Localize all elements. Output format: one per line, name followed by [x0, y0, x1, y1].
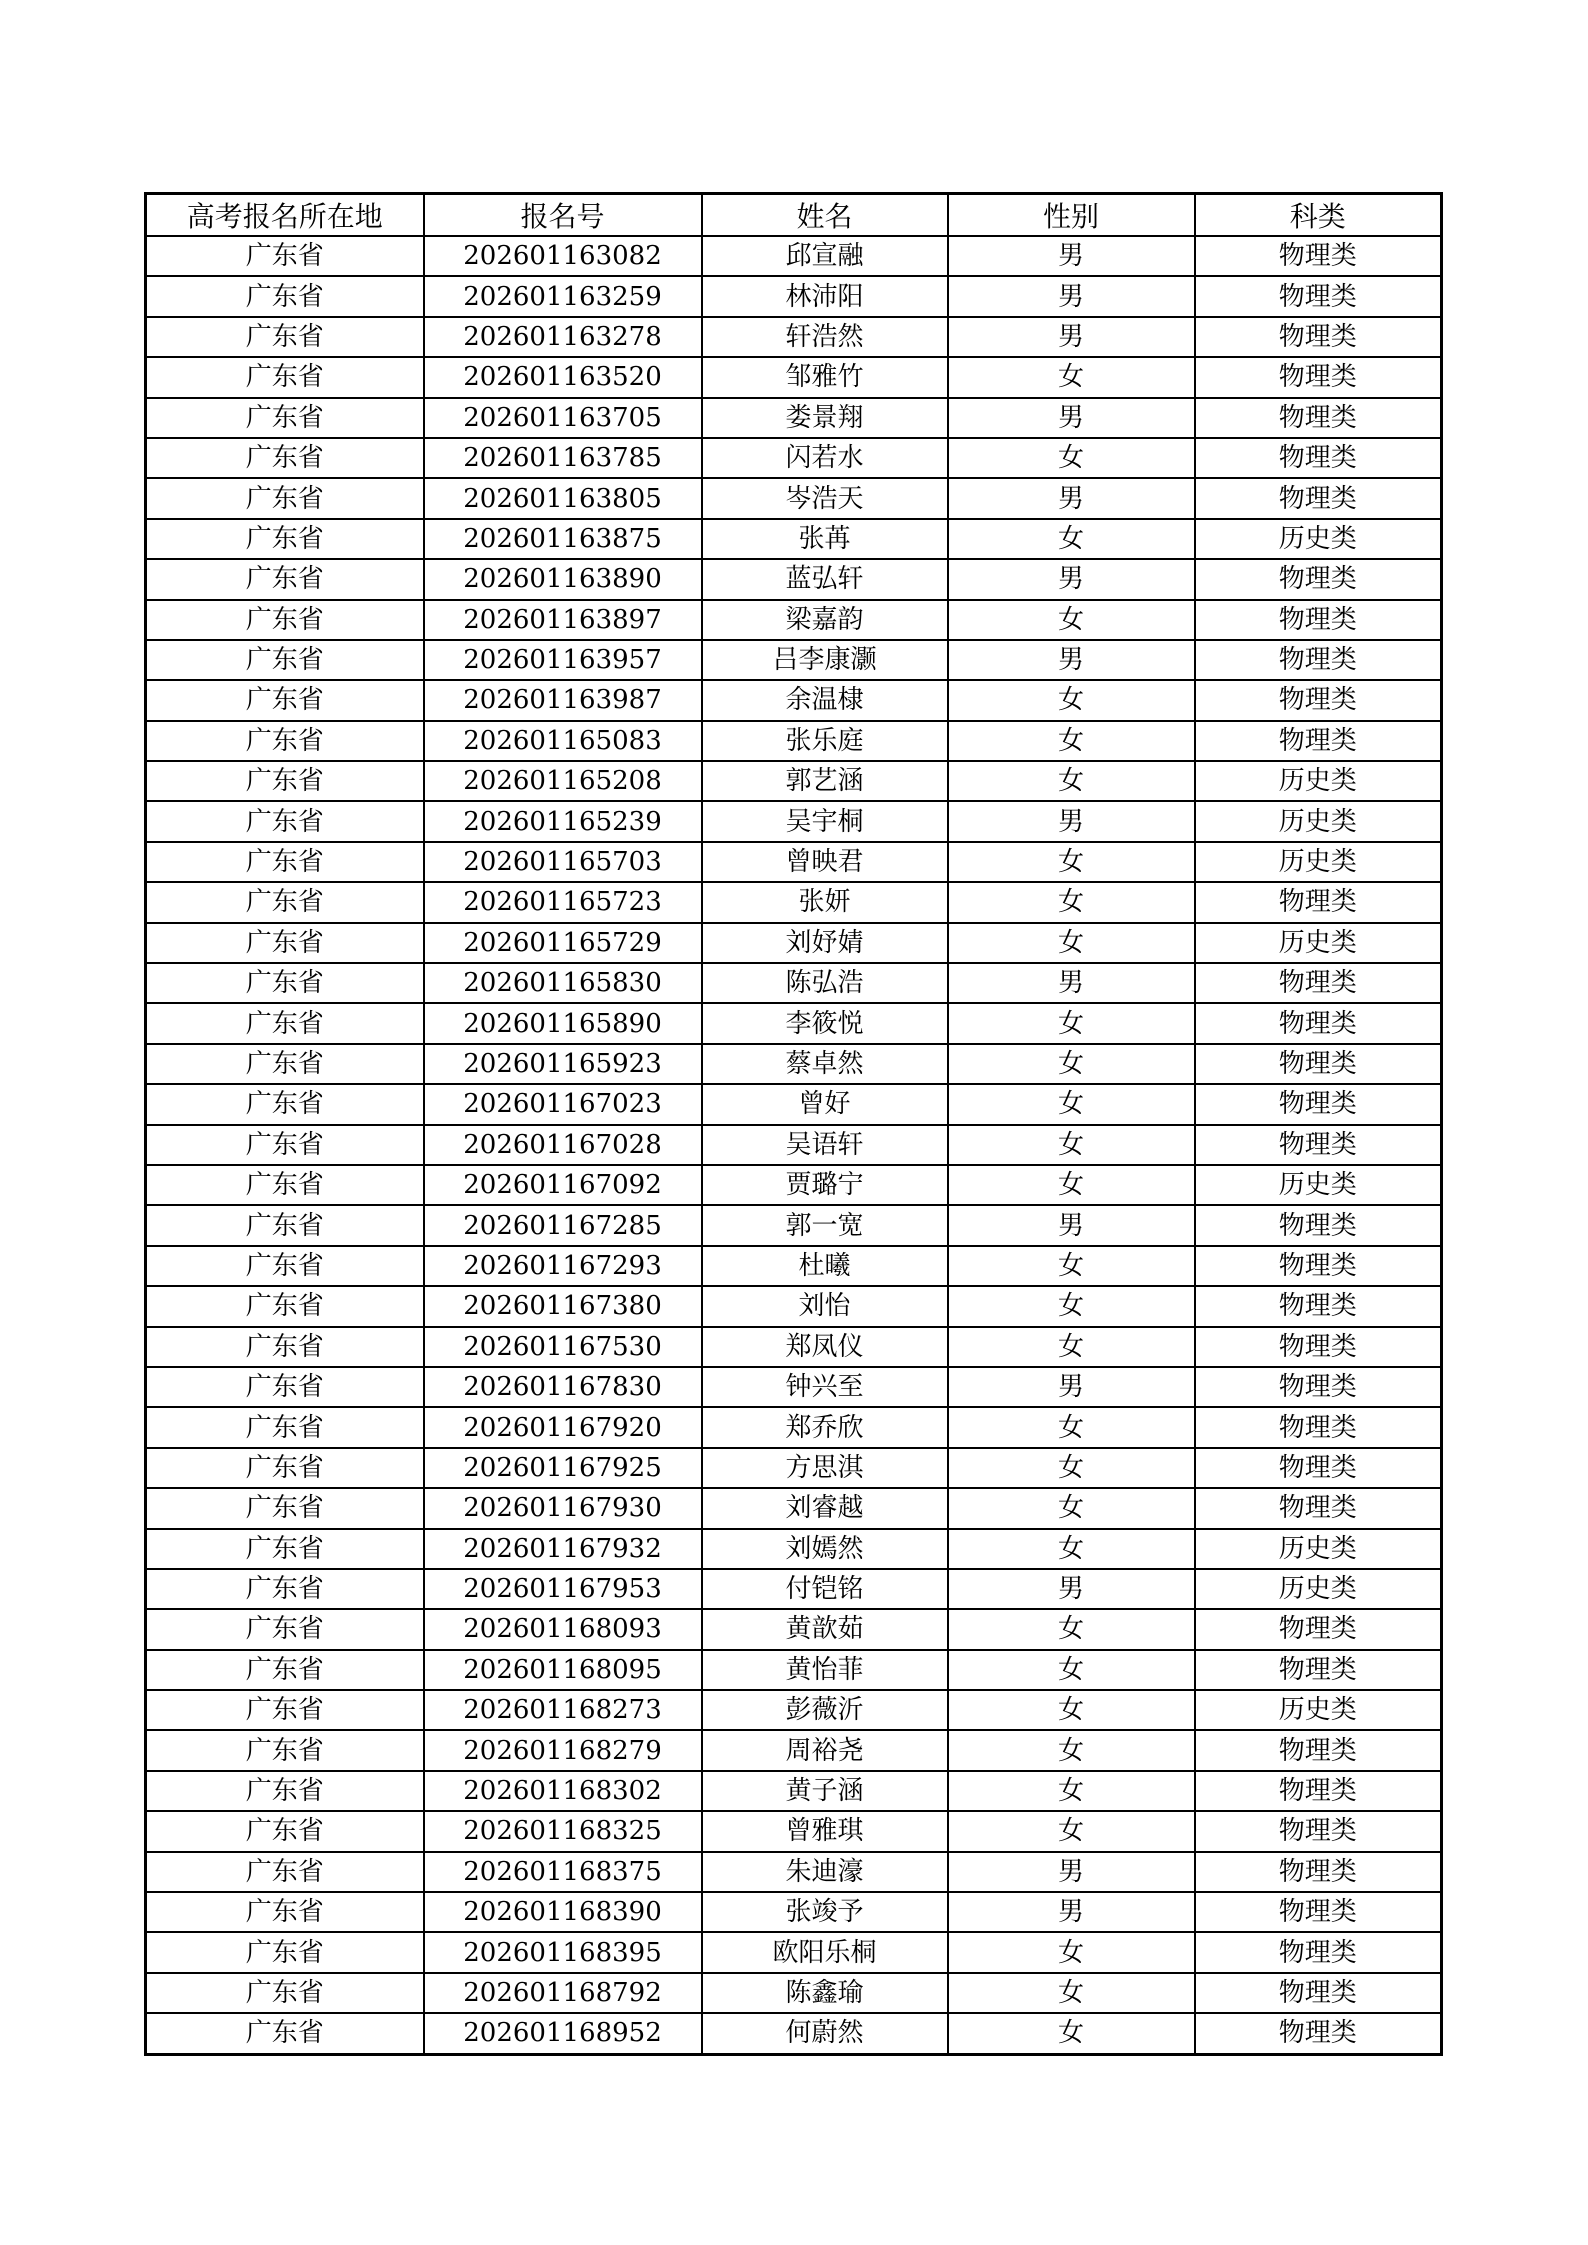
header-gender: 性别	[948, 194, 1195, 237]
cell-subject-category: 物理类	[1195, 1932, 1442, 1972]
table-row	[146, 1286, 1442, 1326]
cell-subject-category: 历史类	[1195, 1569, 1442, 1609]
cell-gender: 男	[948, 398, 1195, 438]
cell-name: 蓝弘轩	[702, 559, 948, 599]
cell-subject-category: 物理类	[1195, 1246, 1442, 1286]
cell-gender: 男	[948, 317, 1195, 357]
cell-name: 曾雅琪	[702, 1811, 948, 1851]
table-row	[146, 1044, 1442, 1084]
cell-location: 广东省	[146, 519, 424, 559]
cell-gender: 男	[948, 963, 1195, 1003]
cell-registration-number: 202601167920	[424, 1407, 702, 1447]
table-row	[146, 1690, 1442, 1730]
cell-registration-number: 202601163987	[424, 680, 702, 720]
cell-gender: 男	[948, 1892, 1195, 1932]
cell-registration-number: 202601167285	[424, 1205, 702, 1245]
cell-registration-number: 202601167830	[424, 1367, 702, 1407]
table-row	[146, 317, 1442, 357]
table-row	[146, 1892, 1442, 1932]
table-row	[146, 398, 1442, 438]
cell-location: 广东省	[146, 1165, 424, 1205]
cell-gender: 女	[948, 1044, 1195, 1084]
cell-subject-category: 物理类	[1195, 1084, 1442, 1124]
table-row	[146, 842, 1442, 882]
cell-location: 广东省	[146, 1852, 424, 1892]
table-row	[146, 600, 1442, 640]
header-registration-location: 高考报名所在地	[146, 194, 424, 237]
cell-registration-number: 202601167930	[424, 1488, 702, 1528]
cell-location: 广东省	[146, 680, 424, 720]
cell-name: 黄歆茹	[702, 1609, 948, 1649]
table-row	[146, 357, 1442, 397]
cell-registration-number: 202601168952	[424, 2013, 702, 2054]
cell-subject-category: 物理类	[1195, 1044, 1442, 1084]
cell-location: 广东省	[146, 1811, 424, 1851]
cell-registration-number: 202601168093	[424, 1609, 702, 1649]
table-row	[146, 1407, 1442, 1447]
cell-subject-category: 物理类	[1195, 680, 1442, 720]
cell-gender: 女	[948, 438, 1195, 478]
cell-subject-category: 物理类	[1195, 357, 1442, 397]
cell-name: 陈鑫瑜	[702, 1973, 948, 2013]
table-row	[146, 1488, 1442, 1528]
cell-location: 广东省	[146, 1892, 424, 1932]
cell-location: 广东省	[146, 1327, 424, 1367]
cell-subject-category: 物理类	[1195, 317, 1442, 357]
cell-subject-category: 物理类	[1195, 963, 1442, 1003]
cell-gender: 男	[948, 640, 1195, 680]
cell-registration-number: 202601165830	[424, 963, 702, 1003]
cell-gender: 男	[948, 1852, 1195, 1892]
table-row	[146, 882, 1442, 922]
table-row	[146, 519, 1442, 559]
cell-subject-category: 物理类	[1195, 1973, 1442, 2013]
cell-location: 广东省	[146, 1125, 424, 1165]
table-row	[146, 1529, 1442, 1569]
cell-subject-category: 历史类	[1195, 923, 1442, 963]
cell-name: 钟兴至	[702, 1367, 948, 1407]
cell-location: 广东省	[146, 1367, 424, 1407]
cell-name: 岑浩天	[702, 478, 948, 518]
cell-registration-number: 202601163875	[424, 519, 702, 559]
cell-name: 杜曦	[702, 1246, 948, 1286]
cell-name: 张妍	[702, 882, 948, 922]
cell-name: 郭艺涵	[702, 761, 948, 801]
cell-gender: 女	[948, 1246, 1195, 1286]
table-row	[146, 1609, 1442, 1649]
cell-subject-category: 历史类	[1195, 1529, 1442, 1569]
cell-name: 黄怡菲	[702, 1650, 948, 1690]
table-row	[146, 1811, 1442, 1851]
cell-registration-number: 202601167023	[424, 1084, 702, 1124]
cell-location: 广东省	[146, 1690, 424, 1730]
cell-name: 邹雅竹	[702, 357, 948, 397]
cell-subject-category: 物理类	[1195, 398, 1442, 438]
cell-gender: 女	[948, 1609, 1195, 1649]
cell-registration-number: 202601167925	[424, 1448, 702, 1488]
cell-gender: 女	[948, 842, 1195, 882]
cell-name: 张竣予	[702, 1892, 948, 1932]
cell-name: 刘嫣然	[702, 1529, 948, 1569]
cell-gender: 女	[948, 761, 1195, 801]
cell-name: 张乐庭	[702, 721, 948, 761]
cell-subject-category: 物理类	[1195, 1488, 1442, 1528]
cell-name: 吕李康灏	[702, 640, 948, 680]
cell-name: 张苒	[702, 519, 948, 559]
cell-gender: 男	[948, 559, 1195, 599]
table-row	[146, 963, 1442, 1003]
cell-gender: 女	[948, 721, 1195, 761]
cell-location: 广东省	[146, 559, 424, 599]
table-row	[146, 640, 1442, 680]
cell-location: 广东省	[146, 1205, 424, 1245]
header-registration-number: 报名号	[424, 194, 702, 237]
cell-location: 广东省	[146, 1569, 424, 1609]
cell-registration-number: 202601168395	[424, 1932, 702, 1972]
cell-registration-number: 202601163520	[424, 357, 702, 397]
cell-name: 邱宣融	[702, 236, 948, 276]
cell-location: 广东省	[146, 1084, 424, 1124]
cell-gender: 女	[948, 1932, 1195, 1972]
cell-gender: 女	[948, 1327, 1195, 1367]
cell-gender: 女	[948, 680, 1195, 720]
cell-name: 黄子涵	[702, 1771, 948, 1811]
cell-name: 朱迪濠	[702, 1852, 948, 1892]
table-header-row	[146, 194, 1442, 237]
cell-registration-number: 202601165890	[424, 1003, 702, 1043]
table-row	[146, 1003, 1442, 1043]
cell-subject-category: 物理类	[1195, 721, 1442, 761]
cell-location: 广东省	[146, 357, 424, 397]
table-row	[146, 1852, 1442, 1892]
cell-location: 广东省	[146, 1448, 424, 1488]
cell-location: 广东省	[146, 640, 424, 680]
cell-registration-number: 202601165923	[424, 1044, 702, 1084]
cell-gender: 女	[948, 1286, 1195, 1326]
cell-location: 广东省	[146, 1407, 424, 1447]
table-row	[146, 276, 1442, 316]
cell-gender: 男	[948, 236, 1195, 276]
cell-subject-category: 物理类	[1195, 1730, 1442, 1770]
cell-gender: 男	[948, 478, 1195, 518]
cell-name: 欧阳乐桐	[702, 1932, 948, 1972]
cell-location: 广东省	[146, 801, 424, 841]
header-subject-category: 科类	[1195, 194, 1442, 237]
cell-location: 广东省	[146, 1932, 424, 1972]
cell-name: 娄景翔	[702, 398, 948, 438]
cell-name: 彭薇沂	[702, 1690, 948, 1730]
table-row	[146, 1932, 1442, 1972]
cell-subject-category: 历史类	[1195, 801, 1442, 841]
cell-registration-number: 202601167932	[424, 1529, 702, 1569]
cell-gender: 女	[948, 882, 1195, 922]
cell-gender: 女	[948, 1811, 1195, 1851]
table-row	[146, 478, 1442, 518]
cell-registration-number: 202601165208	[424, 761, 702, 801]
cell-gender: 女	[948, 357, 1195, 397]
cell-name: 郑乔欣	[702, 1407, 948, 1447]
table-row	[146, 559, 1442, 599]
cell-location: 广东省	[146, 438, 424, 478]
cell-name: 曾好	[702, 1084, 948, 1124]
cell-gender: 男	[948, 276, 1195, 316]
cell-registration-number: 202601163705	[424, 398, 702, 438]
cell-gender: 男	[948, 1367, 1195, 1407]
cell-gender: 女	[948, 1529, 1195, 1569]
cell-gender: 女	[948, 1771, 1195, 1811]
table-row	[146, 1084, 1442, 1124]
cell-location: 广东省	[146, 1650, 424, 1690]
cell-gender: 女	[948, 1650, 1195, 1690]
header-name: 姓名	[702, 194, 948, 237]
cell-subject-category: 物理类	[1195, 1852, 1442, 1892]
cell-subject-category: 物理类	[1195, 478, 1442, 518]
table-row	[146, 1205, 1442, 1245]
cell-registration-number: 202601168279	[424, 1730, 702, 1770]
cell-location: 广东省	[146, 1246, 424, 1286]
cell-registration-number: 202601163897	[424, 600, 702, 640]
cell-gender: 女	[948, 1003, 1195, 1043]
cell-subject-category: 物理类	[1195, 600, 1442, 640]
cell-name: 郑凤仪	[702, 1327, 948, 1367]
cell-gender: 女	[948, 1084, 1195, 1124]
cell-gender: 女	[948, 1125, 1195, 1165]
table-row	[146, 236, 1442, 276]
cell-subject-category: 物理类	[1195, 276, 1442, 316]
cell-location: 广东省	[146, 1609, 424, 1649]
cell-location: 广东省	[146, 398, 424, 438]
table-row	[146, 1771, 1442, 1811]
table-row	[146, 1165, 1442, 1205]
cell-registration-number: 202601168792	[424, 1973, 702, 2013]
cell-subject-category: 历史类	[1195, 761, 1442, 801]
cell-gender: 女	[948, 1488, 1195, 1528]
table-row	[146, 923, 1442, 963]
cell-name: 余温棣	[702, 680, 948, 720]
cell-registration-number: 202601165083	[424, 721, 702, 761]
cell-name: 刘妤婧	[702, 923, 948, 963]
cell-name: 蔡卓然	[702, 1044, 948, 1084]
cell-subject-category: 物理类	[1195, 1286, 1442, 1326]
cell-name: 轩浩然	[702, 317, 948, 357]
table-row	[146, 1448, 1442, 1488]
cell-location: 广东省	[146, 1044, 424, 1084]
cell-registration-number: 202601168095	[424, 1650, 702, 1690]
cell-subject-category: 物理类	[1195, 1125, 1442, 1165]
cell-location: 广东省	[146, 842, 424, 882]
cell-subject-category: 物理类	[1195, 1892, 1442, 1932]
cell-registration-number: 202601167293	[424, 1246, 702, 1286]
cell-subject-category: 历史类	[1195, 1690, 1442, 1730]
cell-subject-category: 历史类	[1195, 519, 1442, 559]
table-row	[146, 438, 1442, 478]
cell-location: 广东省	[146, 1286, 424, 1326]
cell-gender: 女	[948, 1407, 1195, 1447]
cell-name: 曾映君	[702, 842, 948, 882]
cell-location: 广东省	[146, 1771, 424, 1811]
cell-subject-category: 物理类	[1195, 1609, 1442, 1649]
table-row	[146, 1367, 1442, 1407]
cell-registration-number: 202601167092	[424, 1165, 702, 1205]
cell-gender: 男	[948, 1205, 1195, 1245]
cell-name: 付铠铭	[702, 1569, 948, 1609]
cell-registration-number: 202601163805	[424, 478, 702, 518]
cell-location: 广东省	[146, 1973, 424, 2013]
cell-name: 李筱悦	[702, 1003, 948, 1043]
cell-subject-category: 物理类	[1195, 2013, 1442, 2054]
cell-location: 广东省	[146, 882, 424, 922]
cell-name: 吴语轩	[702, 1125, 948, 1165]
table-row	[146, 1650, 1442, 1690]
table-row	[146, 1327, 1442, 1367]
cell-registration-number: 202601167953	[424, 1569, 702, 1609]
cell-registration-number: 202601168273	[424, 1690, 702, 1730]
cell-location: 广东省	[146, 600, 424, 640]
cell-registration-number: 202601163278	[424, 317, 702, 357]
cell-subject-category: 历史类	[1195, 1165, 1442, 1205]
table-row	[146, 721, 1442, 761]
cell-location: 广东省	[146, 1730, 424, 1770]
cell-registration-number: 202601165729	[424, 923, 702, 963]
cell-registration-number: 202601167530	[424, 1327, 702, 1367]
cell-gender: 女	[948, 2013, 1195, 2054]
cell-gender: 女	[948, 1730, 1195, 1770]
cell-gender: 女	[948, 1973, 1195, 2013]
cell-location: 广东省	[146, 2013, 424, 2054]
cell-name: 刘怡	[702, 1286, 948, 1326]
cell-subject-category: 物理类	[1195, 1771, 1442, 1811]
cell-subject-category: 物理类	[1195, 1205, 1442, 1245]
table-row	[146, 801, 1442, 841]
cell-registration-number: 202601163082	[424, 236, 702, 276]
cell-location: 广东省	[146, 923, 424, 963]
cell-gender: 女	[948, 1165, 1195, 1205]
cell-registration-number: 202601163785	[424, 438, 702, 478]
table-body	[146, 236, 1442, 2054]
cell-location: 广东省	[146, 478, 424, 518]
cell-location: 广东省	[146, 1529, 424, 1569]
table-row	[146, 1125, 1442, 1165]
cell-registration-number: 202601168302	[424, 1771, 702, 1811]
cell-name: 吴宇桐	[702, 801, 948, 841]
cell-registration-number: 202601165703	[424, 842, 702, 882]
cell-subject-category: 物理类	[1195, 236, 1442, 276]
cell-name: 闪若水	[702, 438, 948, 478]
cell-registration-number: 202601163957	[424, 640, 702, 680]
cell-subject-category: 物理类	[1195, 1367, 1442, 1407]
table-row	[146, 1569, 1442, 1609]
cell-subject-category: 物理类	[1195, 882, 1442, 922]
table-row	[146, 1246, 1442, 1286]
cell-subject-category: 物理类	[1195, 640, 1442, 680]
cell-location: 广东省	[146, 317, 424, 357]
cell-name: 何蔚然	[702, 2013, 948, 2054]
cell-gender: 女	[948, 923, 1195, 963]
cell-location: 广东省	[146, 721, 424, 761]
table-row	[146, 1973, 1442, 2013]
cell-location: 广东省	[146, 276, 424, 316]
cell-location: 广东省	[146, 761, 424, 801]
cell-registration-number: 202601165239	[424, 801, 702, 841]
cell-location: 广东省	[146, 1488, 424, 1528]
cell-name: 梁嘉韵	[702, 600, 948, 640]
cell-subject-category: 物理类	[1195, 1003, 1442, 1043]
cell-registration-number: 202601168390	[424, 1892, 702, 1932]
cell-gender: 女	[948, 600, 1195, 640]
cell-subject-category: 物理类	[1195, 1650, 1442, 1690]
cell-registration-number: 202601165723	[424, 882, 702, 922]
cell-subject-category: 物理类	[1195, 559, 1442, 599]
cell-location: 广东省	[146, 963, 424, 1003]
cell-registration-number: 202601168375	[424, 1852, 702, 1892]
cell-name: 刘睿越	[702, 1488, 948, 1528]
cell-name: 贾璐宁	[702, 1165, 948, 1205]
cell-name: 方思淇	[702, 1448, 948, 1488]
cell-gender: 女	[948, 1448, 1195, 1488]
cell-gender: 女	[948, 519, 1195, 559]
table-row	[146, 761, 1442, 801]
cell-location: 广东省	[146, 1003, 424, 1043]
cell-name: 郭一宽	[702, 1205, 948, 1245]
cell-gender: 女	[948, 1690, 1195, 1730]
cell-name: 林沛阳	[702, 276, 948, 316]
table-row	[146, 680, 1442, 720]
cell-registration-number: 202601168325	[424, 1811, 702, 1851]
cell-name: 周裕尧	[702, 1730, 948, 1770]
cell-subject-category: 物理类	[1195, 1407, 1442, 1447]
cell-registration-number: 202601163890	[424, 559, 702, 599]
table-row	[146, 2013, 1442, 2054]
cell-name: 陈弘浩	[702, 963, 948, 1003]
cell-registration-number: 202601167380	[424, 1286, 702, 1326]
cell-registration-number: 202601167028	[424, 1125, 702, 1165]
admission-list-table	[144, 192, 1443, 2056]
cell-gender: 男	[948, 1569, 1195, 1609]
cell-subject-category: 物理类	[1195, 1448, 1442, 1488]
admission-list-table-wrapper	[144, 192, 1440, 2056]
cell-subject-category: 物理类	[1195, 438, 1442, 478]
cell-subject-category: 物理类	[1195, 1327, 1442, 1367]
cell-registration-number: 202601163259	[424, 276, 702, 316]
cell-subject-category: 历史类	[1195, 842, 1442, 882]
cell-subject-category: 物理类	[1195, 1811, 1442, 1851]
cell-location: 广东省	[146, 236, 424, 276]
table-row	[146, 1730, 1442, 1770]
cell-gender: 男	[948, 801, 1195, 841]
